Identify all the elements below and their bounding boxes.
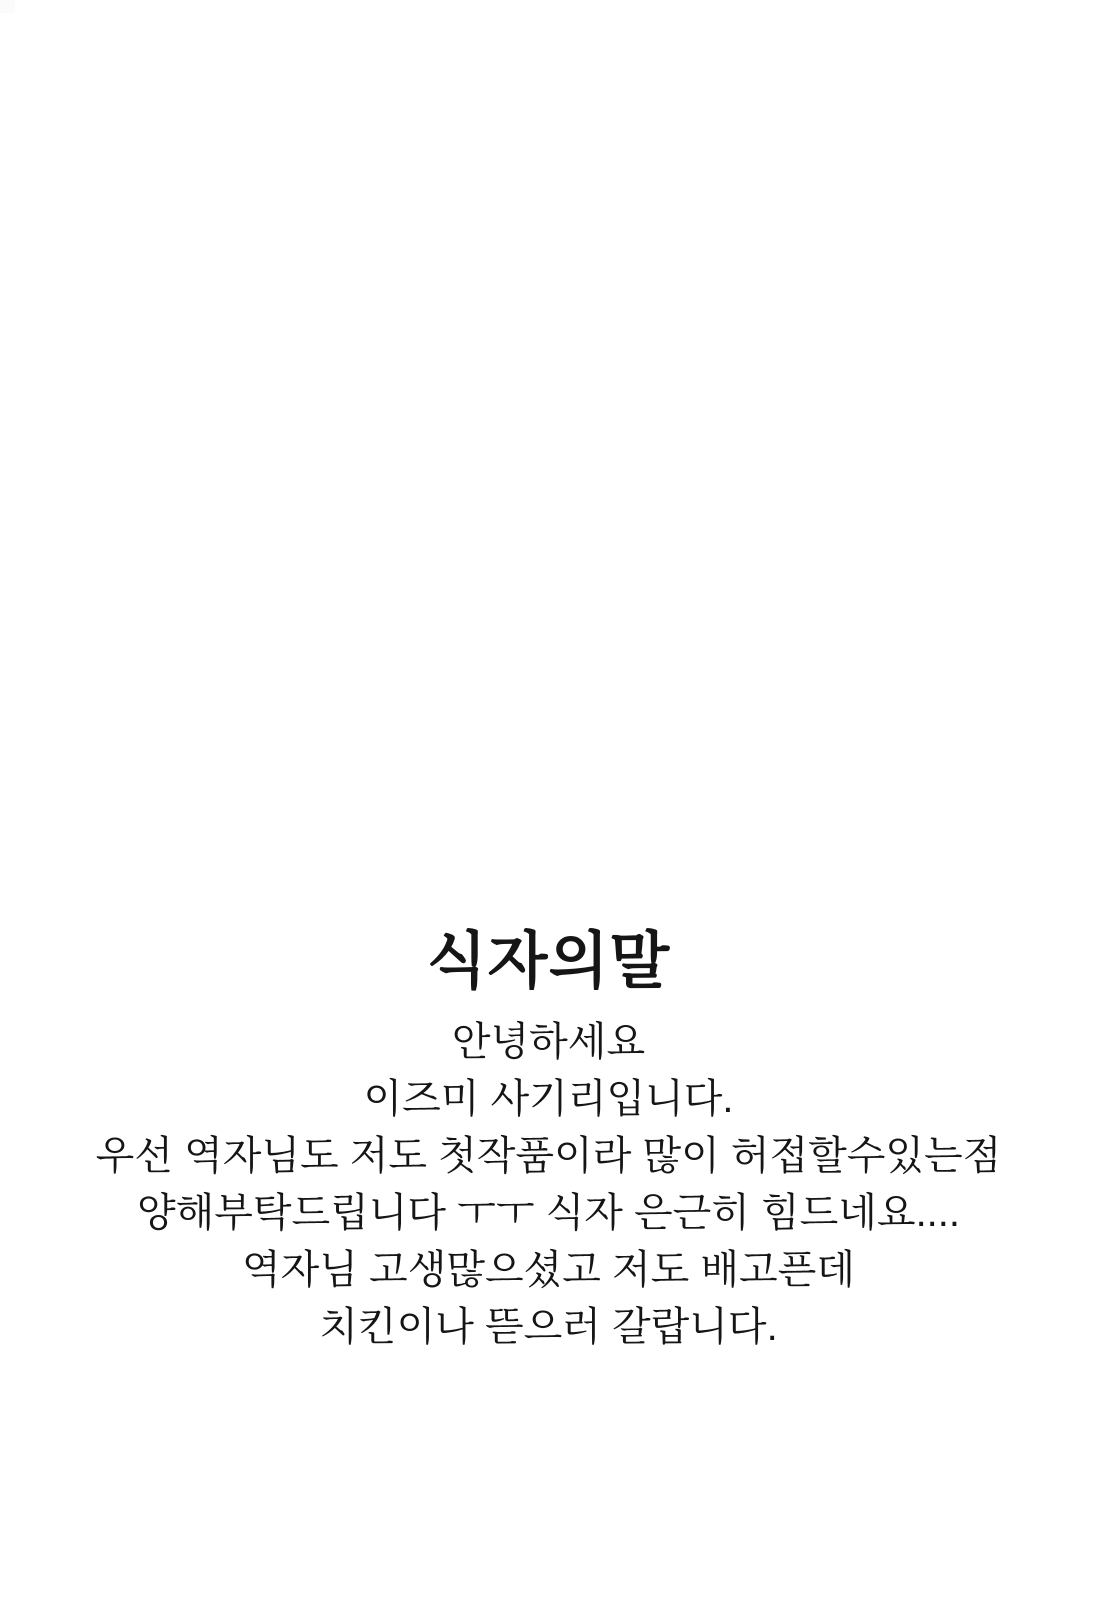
- typesetter-note: [0, 926, 1108, 1356]
- note-title: 식자의말: [426, 927, 671, 996]
- note-line-thanks: 역자님 고생많으셨고 저도 배고픈데: [242, 1248, 855, 1292]
- note-line-introduction: 이즈미 사기리입니다.: [363, 1077, 734, 1121]
- note-line-understanding: 양해부탁드립니다 ㅜㅜ 식자 은근히 힘드네요....: [136, 1191, 961, 1235]
- note-line-greeting: 안녕하세요: [451, 1020, 646, 1064]
- scan-corner-artifact: [0, 0, 15, 13]
- note-line-first-work: 우선 역자님도 저도 첫작품이라 많이 허접할수있는점: [95, 1134, 1002, 1178]
- note-line-chicken: 치킨이나 뜯으러 갈랍니다.: [319, 1305, 778, 1349]
